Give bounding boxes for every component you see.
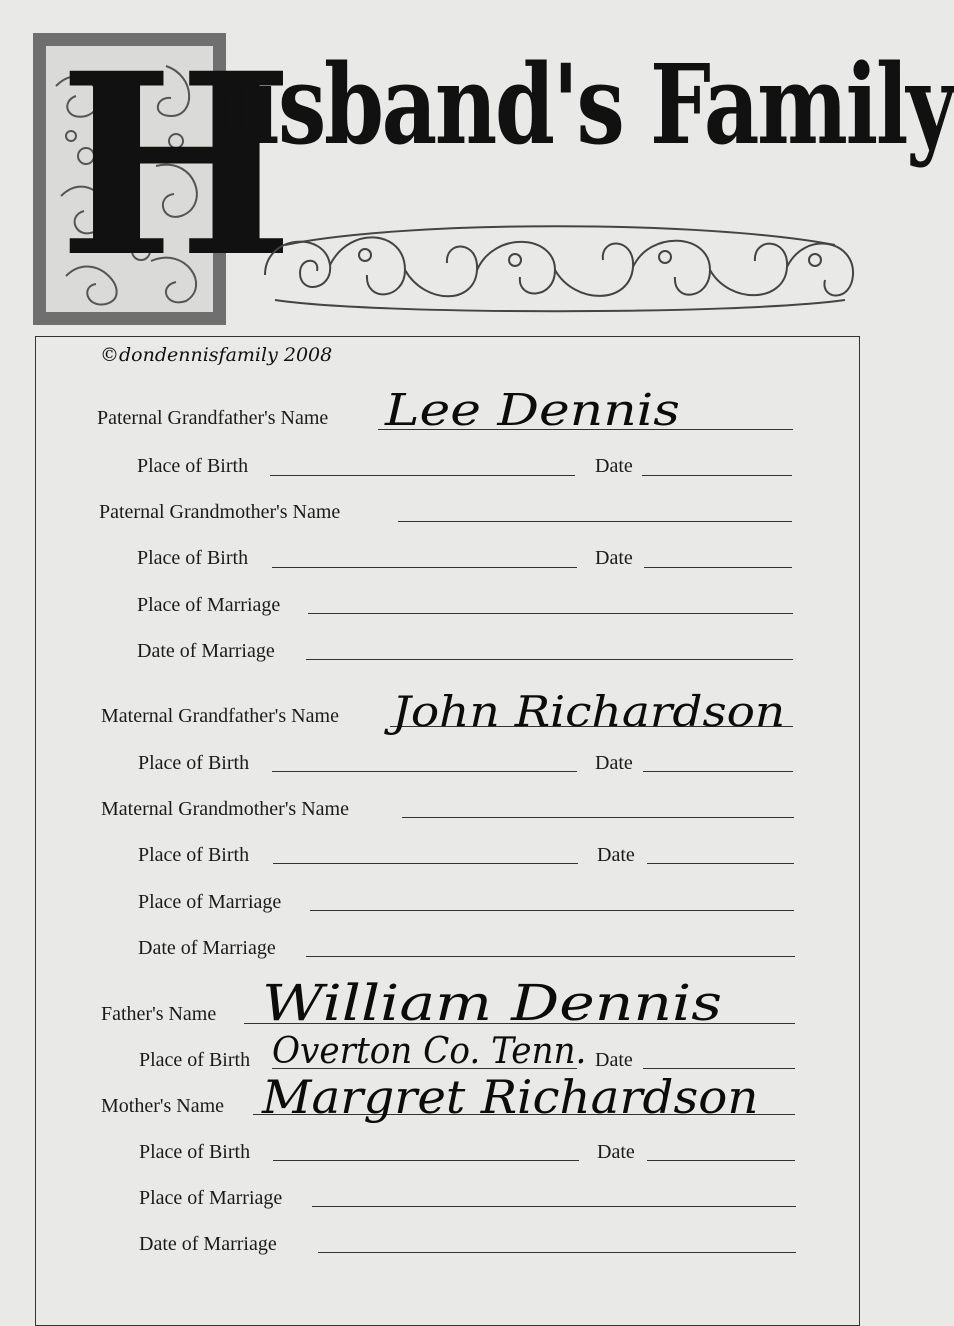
field-label: Date of Marriage xyxy=(137,640,275,662)
field-maternal-place-of-marriage xyxy=(0,886,900,916)
field-paternal-date-of-marriage xyxy=(0,635,900,665)
illuminated-capital-frame xyxy=(33,18,295,325)
page-header xyxy=(0,0,954,330)
field-label: Date xyxy=(595,752,633,774)
field-underline xyxy=(402,817,794,818)
field-paternal-grandmother-name xyxy=(0,496,900,526)
field-label: Paternal Grandfather's Name xyxy=(97,407,329,429)
handwritten-value: Overton Co. Tenn. xyxy=(272,1031,587,1072)
field-paternal-grandfather-birth xyxy=(0,450,900,480)
field-underline xyxy=(644,567,792,568)
field-maternal-grandfather-name xyxy=(0,687,900,736)
field-paternal-grandmother-birth xyxy=(0,542,900,572)
field-underline xyxy=(318,1252,796,1253)
field-parents-place-of-marriage xyxy=(0,1182,900,1212)
handwritten-value: William Dennis xyxy=(262,974,722,1032)
field-label: Date xyxy=(595,455,633,477)
field-underline xyxy=(272,771,577,772)
field-label: Date of Marriage xyxy=(138,937,276,959)
record-form-frame xyxy=(35,336,860,1326)
field-mother-birth xyxy=(0,1136,900,1166)
field-underline xyxy=(273,863,578,864)
field-underline xyxy=(643,1068,795,1069)
ornament-panel xyxy=(46,18,295,312)
field-maternal-date-of-marriage xyxy=(0,932,900,962)
field-underline xyxy=(647,863,794,864)
field-underline xyxy=(270,475,575,476)
field-father-name xyxy=(0,974,900,1032)
field-label: Place of Marriage xyxy=(137,594,281,616)
field-label: Maternal Grandmother's Name xyxy=(101,798,349,820)
field-label: Date xyxy=(595,547,633,569)
field-underline xyxy=(306,659,793,660)
field-label: Paternal Grandmother's Name xyxy=(99,501,341,523)
field-maternal-grandfather-birth xyxy=(0,747,900,777)
field-underline xyxy=(312,1206,796,1207)
field-paternal-place-of-marriage xyxy=(0,589,900,619)
field-label: Date xyxy=(595,1049,633,1071)
handwritten-value: John Richardson xyxy=(392,687,786,736)
field-label: Place of Marriage xyxy=(139,1187,283,1209)
field-label: Place of Birth xyxy=(138,752,250,774)
field-label: Place of Birth xyxy=(138,844,250,866)
field-underline xyxy=(642,475,792,476)
copyright-watermark: ©dondennisfamily 2008 xyxy=(100,344,333,366)
field-paternal-grandfather-name xyxy=(0,385,900,436)
page-title: usband's Family xyxy=(218,40,954,169)
field-underline xyxy=(308,613,793,614)
field-label: Maternal Grandfather's Name xyxy=(101,705,339,727)
field-label: Place of Birth xyxy=(139,1049,251,1071)
field-underline xyxy=(643,771,793,772)
field-maternal-grandmother-birth xyxy=(0,839,900,869)
field-underline xyxy=(310,910,794,911)
field-label: Date xyxy=(597,844,635,866)
field-label: Father's Name xyxy=(101,1003,217,1025)
field-label: Place of Birth xyxy=(137,547,249,569)
scrollwork-ornament-icon xyxy=(255,215,860,320)
field-label: Date of Marriage xyxy=(139,1233,277,1255)
field-label: Date xyxy=(597,1141,635,1163)
field-underline xyxy=(272,567,577,568)
field-label: Mother's Name xyxy=(101,1095,225,1117)
handwritten-value: Margret Richardson xyxy=(262,1070,759,1124)
field-label: Place of Marriage xyxy=(138,891,282,913)
field-maternal-grandmother-name xyxy=(0,793,900,823)
field-underline xyxy=(398,521,792,522)
field-label: Place of Birth xyxy=(137,455,249,477)
field-underline xyxy=(306,956,795,957)
field-underline xyxy=(647,1160,795,1161)
handwritten-value: Lee Dennis xyxy=(385,385,680,436)
field-parents-date-of-marriage xyxy=(0,1228,900,1258)
title-initial: H xyxy=(58,18,295,312)
field-label: Place of Birth xyxy=(139,1141,251,1163)
field-underline xyxy=(273,1160,579,1161)
field-mother-name xyxy=(0,1070,900,1124)
